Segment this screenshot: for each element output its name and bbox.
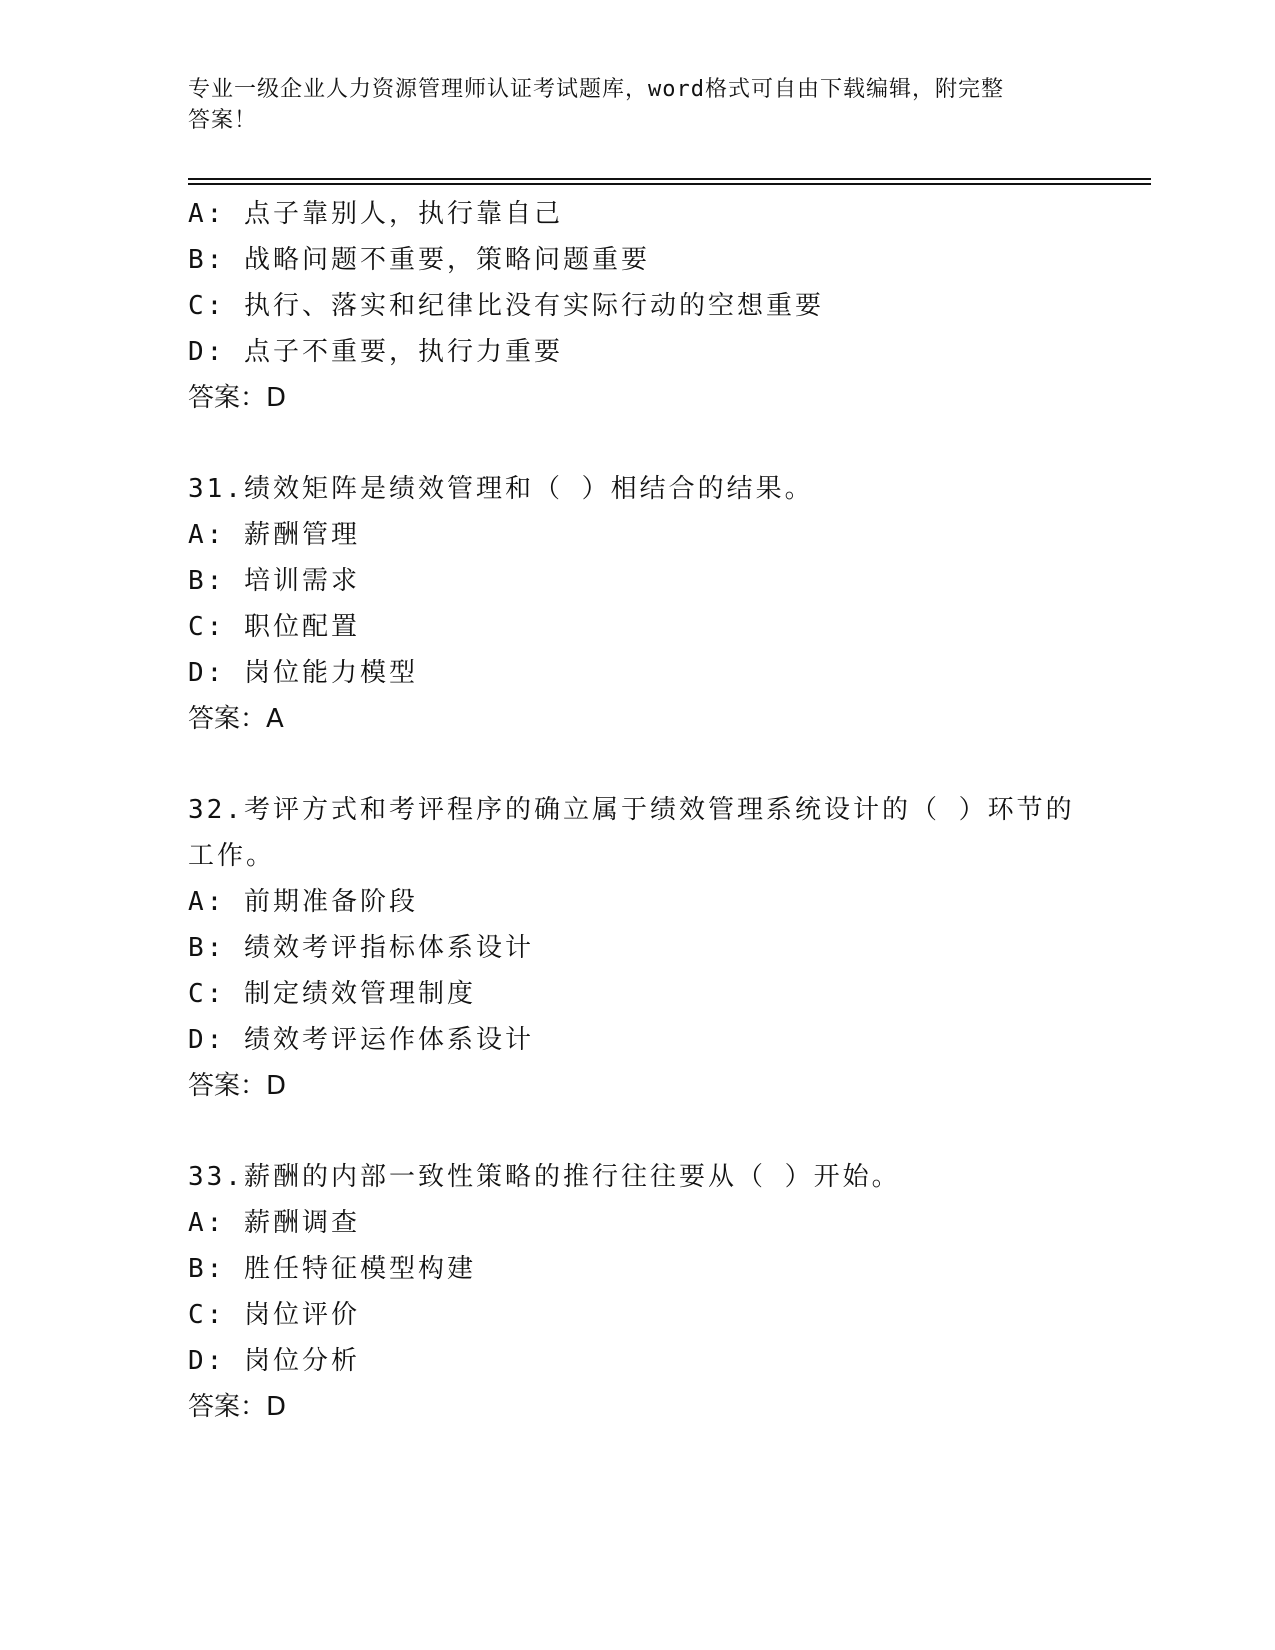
answer-line: 答案：D <box>188 383 287 413</box>
header-divider-bottom <box>188 183 1151 185</box>
question-block-continued <box>188 191 1088 421</box>
question-32 <box>188 787 1088 1109</box>
option-c: C: 执行、落实和纪律比没有实际行动的空想重要 <box>188 291 824 321</box>
option-c: C: 岗位评价 <box>188 1300 360 1330</box>
option-b: B: 战略问题不重要，策略问题重要 <box>188 245 650 275</box>
option-c: C: 制定绩效管理制度 <box>188 979 476 1009</box>
document-header <box>188 74 1068 136</box>
header-line-2: 答案！ <box>188 108 258 133</box>
question-list <box>188 191 1088 1430</box>
option-a: A: 前期准备阶段 <box>188 887 418 917</box>
option-c: C: 职位配置 <box>188 612 360 642</box>
option-b: B: 绩效考评指标体系设计 <box>188 933 534 963</box>
question-stem: 32.考评方式和考评程序的确立属于绩效管理系统设计的（ ）环节的 <box>188 795 1075 825</box>
answer-line: 答案：D <box>188 1392 287 1422</box>
option-d: D: 点子不重要，执行力重要 <box>188 337 563 367</box>
question-stem: 31.绩效矩阵是绩效管理和（ ）相结合的结果。 <box>188 474 814 504</box>
question-33 <box>188 1154 1088 1430</box>
question-stem: 33.薪酬的内部一致性策略的推行往往要从（ ）开始。 <box>188 1162 901 1192</box>
option-a: A: 点子靠别人，执行靠自己 <box>188 199 563 229</box>
header-line-1: 专业一级企业人力资源管理师认证考试题库，word格式可自由下载编辑，附完整 <box>188 77 1004 102</box>
answer-line: 答案：D <box>188 1071 287 1101</box>
answer-line: 答案：A <box>188 704 284 734</box>
option-b: B: 胜任特征模型构建 <box>188 1254 476 1284</box>
question-31 <box>188 466 1088 742</box>
option-d: D: 岗位分析 <box>188 1346 360 1376</box>
option-b: B: 培训需求 <box>188 566 360 596</box>
option-d: D: 岗位能力模型 <box>188 658 418 688</box>
header-divider-top <box>188 178 1151 180</box>
option-a: A: 薪酬管理 <box>188 520 360 550</box>
option-a: A: 薪酬调查 <box>188 1208 360 1238</box>
question-stem-continued: 工作。 <box>188 841 276 871</box>
option-d: D: 绩效考评运作体系设计 <box>188 1025 534 1055</box>
